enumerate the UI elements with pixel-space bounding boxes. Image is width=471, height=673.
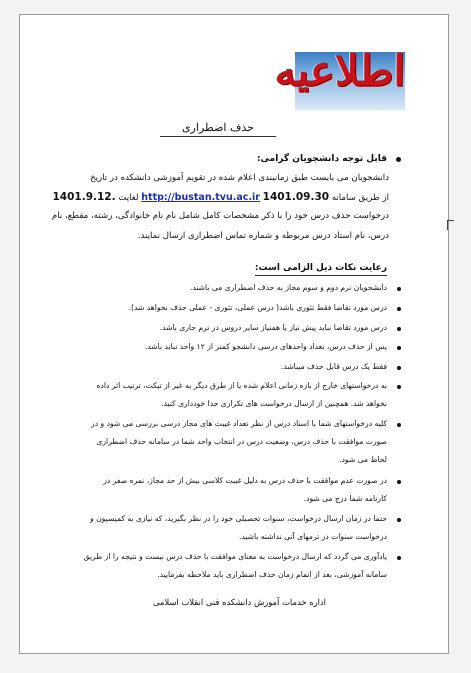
section1-line3: درخواست حذف درس خود را با ذکر مشخصات کامل شامل نام نام خانوادگی، رشته، مقطع، نام [51, 211, 389, 221]
start-date: 1401.9.12. [52, 191, 116, 203]
section2-heading: رعایت نکات ذیل الزامی است: [255, 262, 387, 276]
section1-line2-suffix: از طریق سامانه [331, 193, 389, 203]
bullet-icon [397, 327, 401, 331]
bullet-icon [397, 307, 401, 311]
page-title: حذف اضطراری [160, 121, 276, 137]
rule-item: دانشجویان ترم دوم و سوم مجاز به حذف اضطراری می باشند. [189, 283, 387, 292]
rule-item: حتما در زمان ارسال درخواست، سنوات تحصیلی خود را در نظر بگیرید، که نیازی به کمیسیون و [90, 514, 387, 523]
rule-item: پس از حذف درس، تعداد واحدهای درسی دانشجو کمتر از ۱۲ واحد نباید باشد. [144, 342, 387, 351]
section1-line1: دانشجویان می بایست طبق زمانبندی اعلام شده در تقویم آموزشی دانشکده در تاریخ [90, 173, 389, 183]
bullet-icon [397, 287, 401, 291]
rule-item: درس مورد تقاضا فقط تئوری باشد( درس عملی، تئوری - عملی حذف نخواهد شد). [128, 303, 387, 312]
rule-item: فقط یک درس قابل حذف میباشد. [280, 362, 387, 371]
bullet-icon [397, 385, 401, 389]
section1-heading: قابل توجه دانشجویان گرامی: [256, 154, 387, 164]
section1-line2 [52, 191, 389, 204]
mouse-cursor-icon [447, 220, 454, 230]
bullet-icon [396, 157, 401, 162]
rule-item: یادآوری می گردد که ارسال درخواست به معنای موافقت با حذف درس نیست و نتیجه را از طریق [83, 552, 387, 561]
rule-item-cont: سامانه آموزشی، بعد از اتمام زمان حذف اضطراری باید ملاحظه بفرمایید. [157, 570, 387, 579]
bullet-icon [397, 346, 401, 350]
section1-line2-mid: لغایت [118, 193, 139, 203]
rule-item-cont: نخواهد شد. همچنین از ارسال درخواست های تکراری جدا خودداری کنید. [161, 399, 387, 408]
bullet-icon [397, 480, 401, 484]
signature: اداره خدمات آموزش دانشکده فنی انقلاب اسلامی [152, 597, 326, 607]
bullet-icon [397, 518, 401, 522]
rule-item-cont: لحاظ می شود. [339, 455, 387, 464]
rule-item: درس مورد تقاضا نباید پیش نیاز یا همنیاز سایر دروس در ترم جاری باشد. [159, 323, 387, 332]
rule-item: کلیه درخواستهای شما با استاد درس از نظر تعداد غیبت های مجاز درسی بررسی می شود و در [91, 419, 387, 428]
end-date: 1401.09.30 [262, 191, 330, 203]
rule-item-cont: درخواست سنوات در ترمهای آتی نداشته باشید. [238, 532, 387, 541]
banner-text: اطلاعیه [274, 46, 405, 95]
bullet-icon [397, 556, 401, 560]
rule-item: در صورت عدم موافقت با حذف درس به دلیل غیبت کلاسی بیش از حد مجاز، نمره صفر در [103, 476, 387, 485]
bustan-link[interactable]: http://bustan.tvu.ac.ir [141, 192, 260, 203]
bullet-icon [397, 423, 401, 427]
rule-item: به درخواستهای خارج از بازه زمانی اعلام شده یا از طرق دیگر به غیر از تیکت، ترتیب اثر داده [96, 381, 387, 390]
rule-item-cont: کارنامه شما درج می شود. [303, 494, 387, 503]
section1-line4: درس، نام استاد درس مربوطه و شماره تماس اضطراری ارسال نمایند. [137, 231, 389, 241]
bullet-icon [397, 366, 401, 370]
announcement-banner [274, 46, 405, 110]
rule-item-cont: صورت موافقت با حذف درس، وضعیت درس در انتخاب واحد شما در سامانه حذف اضطراری [96, 437, 387, 446]
